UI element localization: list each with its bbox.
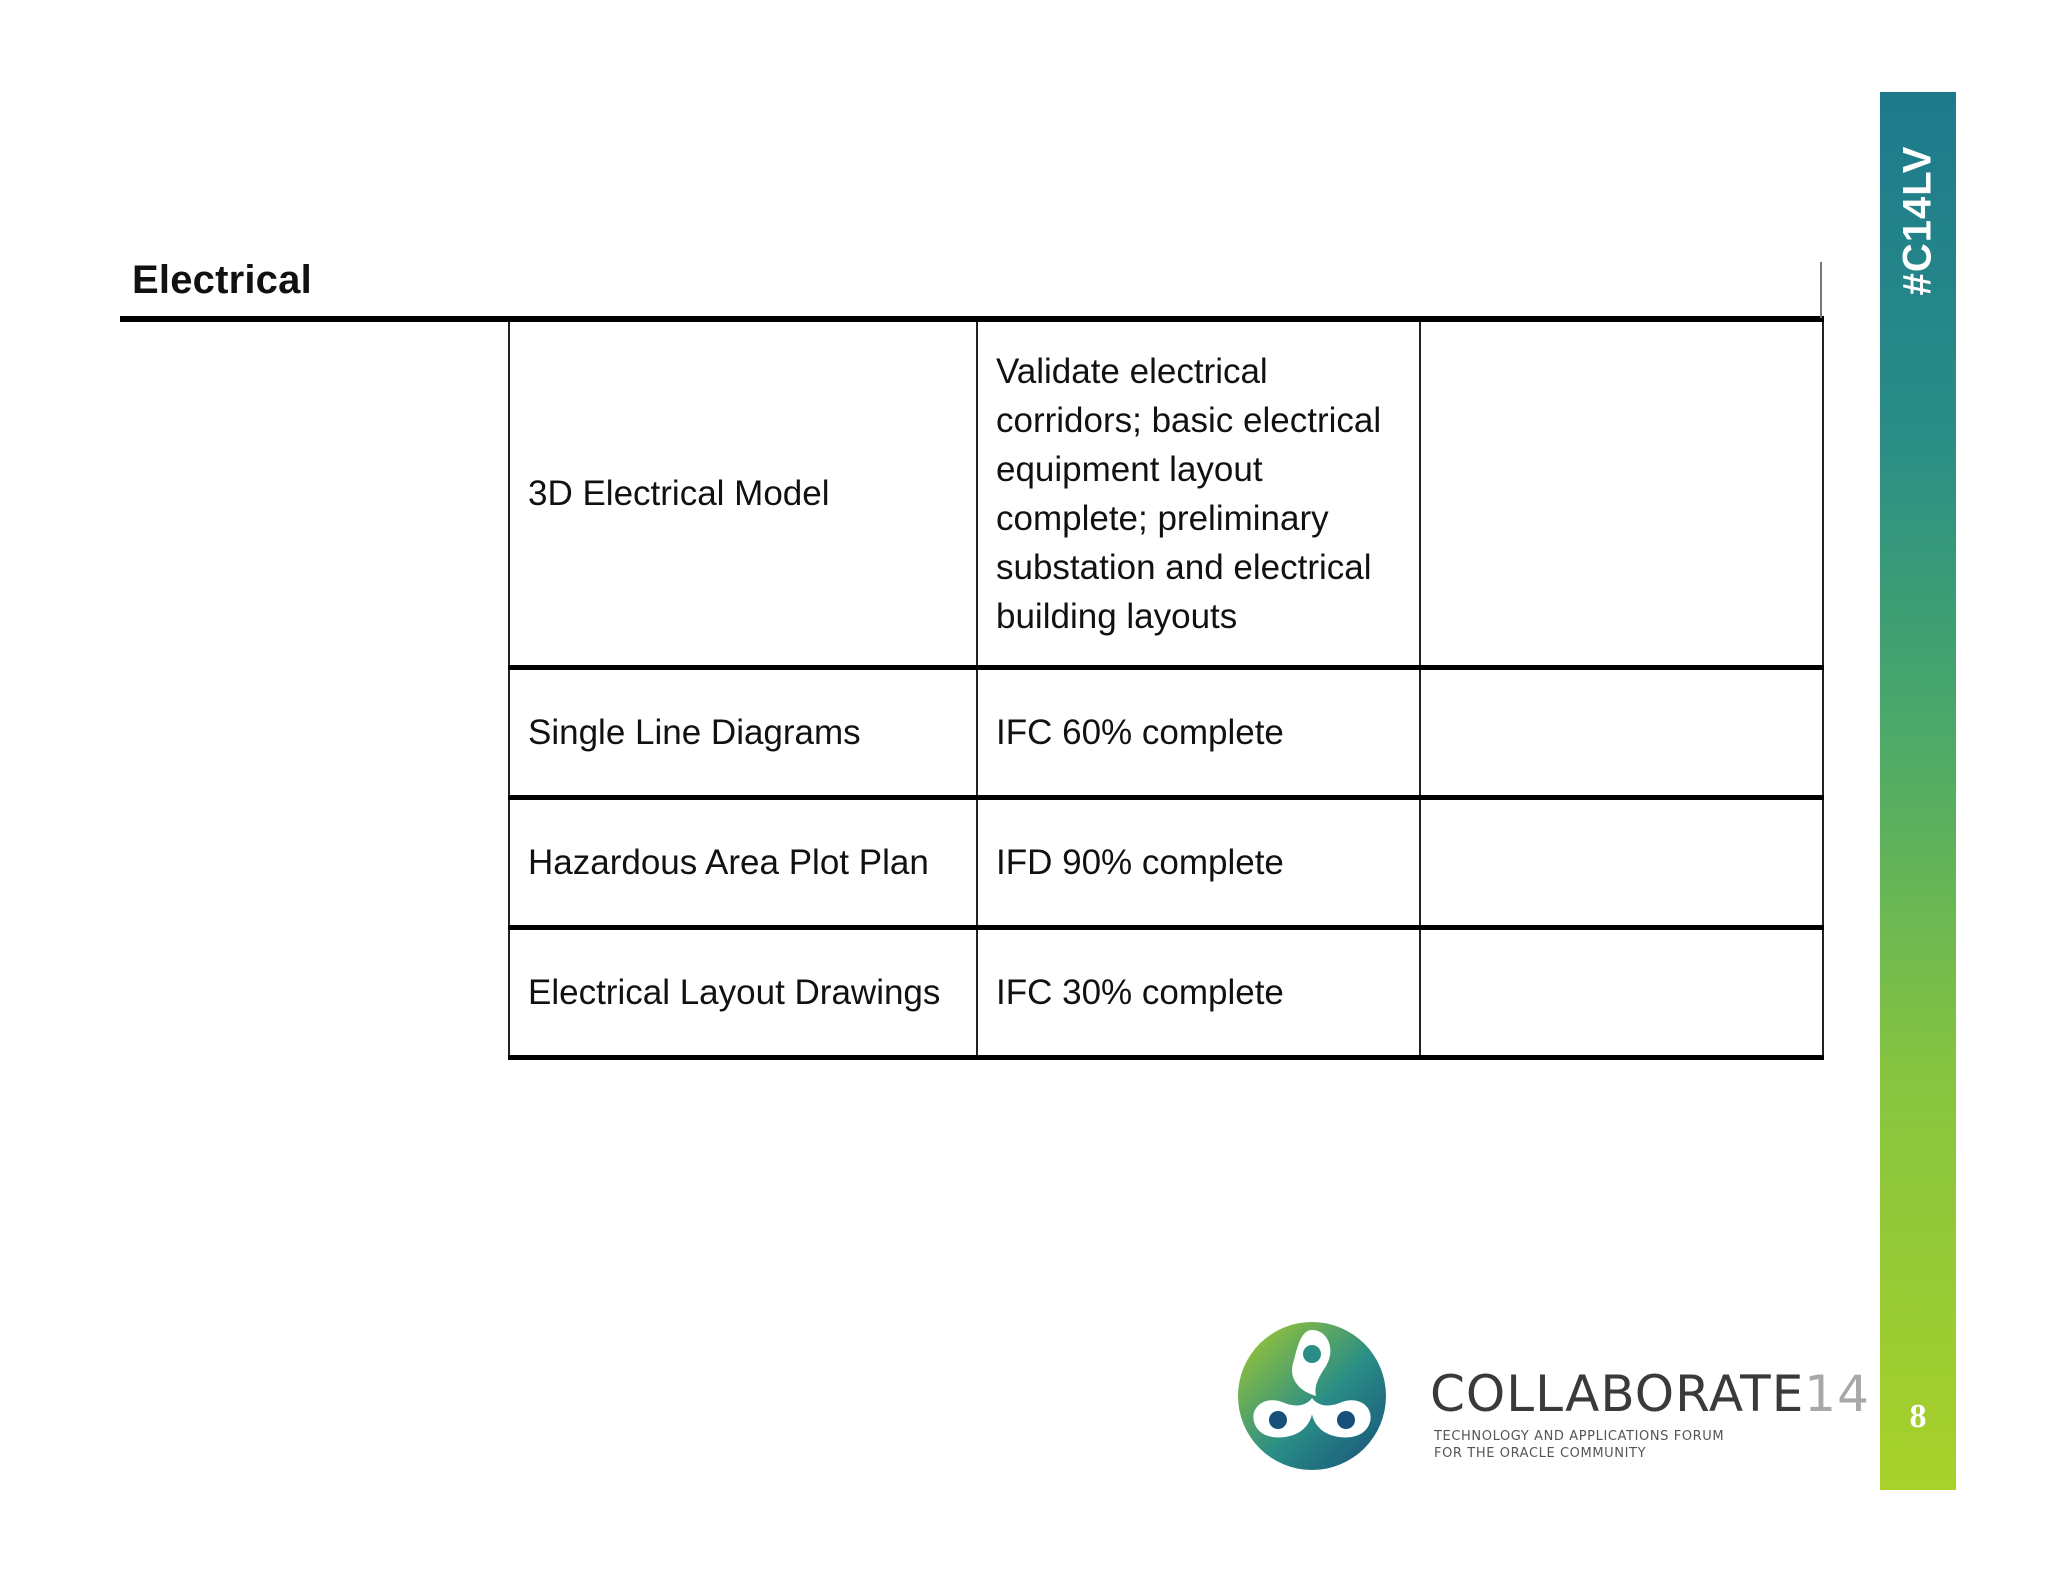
logo-tagline [1434,1428,1724,1462]
deliverable-cell: Single Line Diagrams [508,670,976,795]
status-cell: IFC 60% complete [976,670,1419,795]
table-row [508,322,1824,670]
table-row [508,800,1824,930]
notes-cell [1419,800,1824,925]
deliverables-table [508,322,1824,1060]
table-row [508,670,1824,800]
tagline-line-2: FOR THE ORACLE COMMUNITY [1434,1446,1647,1461]
status-cell: Validate electrical corridors; basic electrical equipment layout complete; preliminary substation and electrical building layouts [976,322,1419,665]
wordmark-year: 14 [1804,1365,1870,1423]
hashtag-label [1880,130,1956,310]
deliverable-cell: Electrical Layout Drawings [508,930,976,1055]
logo-wordmark [1430,1365,1870,1423]
tagline-line-1: TECHNOLOGY AND APPLICATIONS FORUM [1434,1429,1725,1444]
hashtag-text: #C14LV [1895,145,1940,295]
title-rule-end [1820,262,1822,318]
deliverable-cell: 3D Electrical Model [508,322,976,665]
page-number: 8 [1909,1398,1927,1435]
table-row [508,930,1824,1060]
section-title: Electrical [132,258,312,302]
notes-cell [1419,670,1824,795]
notes-cell [1419,322,1824,665]
collaborate-logo-icon [1236,1320,1388,1472]
status-cell: IFD 90% complete [976,800,1419,925]
deliverable-cell: Hazardous Area Plot Plan [508,800,976,925]
notes-cell [1419,930,1824,1055]
status-cell: IFC 30% complete [976,930,1419,1055]
wordmark-text: COLLABORATE [1430,1365,1805,1423]
